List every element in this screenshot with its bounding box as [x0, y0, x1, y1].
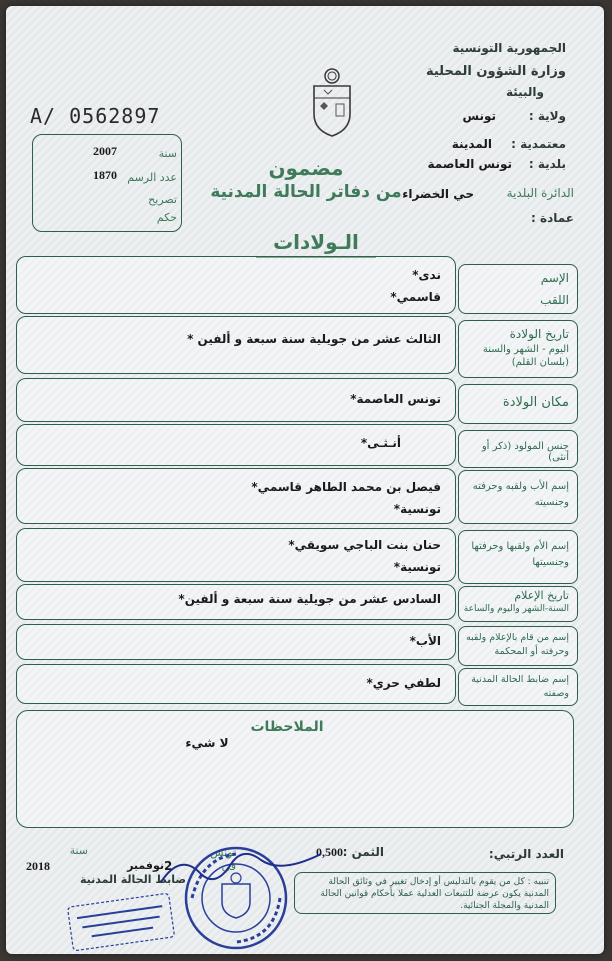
father-label: إسم الأب ولقبه وحرفته وجنسيته [472, 481, 569, 508]
year-value: 2018 [26, 859, 50, 873]
date-day-value: 2 [164, 859, 173, 873]
mutamadia-value: المدينة [451, 137, 492, 151]
birth-date-value-box [16, 316, 456, 374]
birth-date-sublabel: اليوم - الشهر والسنة (بلسان القلم) [482, 344, 569, 368]
father-nationality-value: تونسية* [393, 502, 441, 516]
birthplace-label: مكان الولادة [502, 395, 569, 410]
declarant-value: الأب* [409, 634, 441, 648]
serial-number: A/ 0562897 [30, 104, 161, 128]
gender-label-box [458, 430, 578, 468]
declaration-date-sublabel: السنة-الشهر واليوم والساعة [463, 604, 569, 614]
mutamadia-label: معتمدية : [511, 137, 566, 151]
certificate-paper [6, 6, 604, 954]
register-year-value: 2007 [93, 144, 117, 158]
officer-stamp-icon [63, 887, 180, 958]
mother-name-value: حنان بنت الباجي سويقي* [288, 538, 441, 552]
price-value: 0,500 [316, 845, 343, 859]
register-year-label: سنة [158, 147, 177, 160]
signature-icon [156, 852, 326, 892]
wilaya-label: ولاية : [528, 109, 566, 123]
name-value-box [16, 256, 456, 314]
remarks-box [16, 710, 574, 828]
order-number-label: العدد الرتبي: [488, 847, 564, 861]
baladia-label: بلدية : [528, 157, 566, 171]
omada-label: عمادة : [531, 211, 574, 225]
title-line2: من دفاتر الحالة المدنية [210, 182, 402, 202]
year-label: سنة [69, 844, 88, 857]
title-line1: مضمون [268, 156, 344, 180]
father-label-box [458, 470, 578, 524]
surname-value: قاسمي* [390, 290, 441, 304]
mother-value-box [16, 528, 456, 582]
birth-date-value: الثالث عشر من جويلية سنة سبعة و ألفين * [187, 332, 441, 346]
birthplace-value-box [16, 378, 456, 422]
judgment-label: حكم [156, 211, 177, 224]
father-value-box [16, 468, 456, 524]
remarks-label: الملاحظات [250, 719, 324, 735]
officer-footer-label: ضابط الحالة المدنية [79, 873, 186, 886]
baladia-value: تونس العاصمة [427, 157, 512, 171]
legal-notice: تنبيه : كل من يقوم بالتدليس أو إدخال تغيير في وثائق الحالة المدنية يكون عرضة للتتبعات العدلية عملا بأحكام قوانين الحالة المدنية والمجلة الجنائية. [294, 872, 556, 914]
first-name-value: ندى* [412, 268, 441, 282]
declaration-label: تصريح [148, 193, 177, 206]
ministry-line2: والبيئة [505, 85, 544, 99]
section-title: الـولادات [273, 230, 359, 254]
declarant-label: إسم من قام بالإعلام ولقبه وحرفته أو المحكمة [465, 632, 569, 657]
declaration-date-label: تاريخ الإعلام [514, 589, 569, 602]
daira-value: حي الخضراء [402, 187, 474, 201]
declaration-date-label-box [458, 586, 578, 622]
price-label: الثمن : [342, 845, 384, 859]
gender-value: أنـثـى* [360, 436, 401, 450]
officer-value-box [16, 664, 456, 704]
declarant-label-box [458, 626, 578, 666]
date-place-label: تونس في [210, 846, 236, 873]
remarks-value: لا شيء [185, 736, 229, 750]
birth-date-label: تاريخ الولادة [509, 327, 569, 341]
declaration-date-value: السادس عشر من جويلية سنة سبعة و ألفين* [178, 592, 441, 606]
wilaya-value: تونس [462, 109, 496, 123]
officer-label: إسم ضابط الحالة المدنية وصفته [471, 674, 569, 699]
declaration-date-value-box [16, 584, 456, 620]
gender-label: جنس المولود (ذكر أو أنثى) [481, 441, 569, 463]
surname-label: اللقب [540, 293, 569, 307]
mother-label-box [458, 530, 578, 584]
declarant-value-box [16, 624, 456, 660]
gender-value-box [16, 424, 456, 466]
mother-nationality-value: تونسية* [393, 560, 441, 574]
father-name-value: فيصل بن محمد الطاهر قاسمي* [251, 480, 441, 494]
register-box [32, 134, 182, 232]
birthplace-value: تونس العاصمة* [350, 392, 441, 406]
daira-label: الدائرة البلدية [506, 186, 574, 200]
register-number-label: عدد الرسم [127, 171, 177, 184]
name-label-box [458, 264, 578, 314]
officer-label-box [458, 668, 578, 706]
coat-of-arms-icon [306, 66, 358, 140]
first-name-label: الإسم [540, 271, 569, 285]
officer-value: لطفي حري* [366, 676, 441, 690]
birthplace-label-box [458, 384, 578, 424]
date-month-value: نوفمبر [127, 859, 164, 872]
birth-date-label-box [458, 320, 578, 378]
republic-label: الجمهورية التونسية [452, 41, 566, 55]
ministry-line1: وزارة الشؤون المحلية [425, 64, 566, 79]
register-number-value: 1870 [93, 168, 117, 182]
mother-label: إسم الأم ولقبها وحرفتها وجنسيتها [471, 541, 569, 568]
